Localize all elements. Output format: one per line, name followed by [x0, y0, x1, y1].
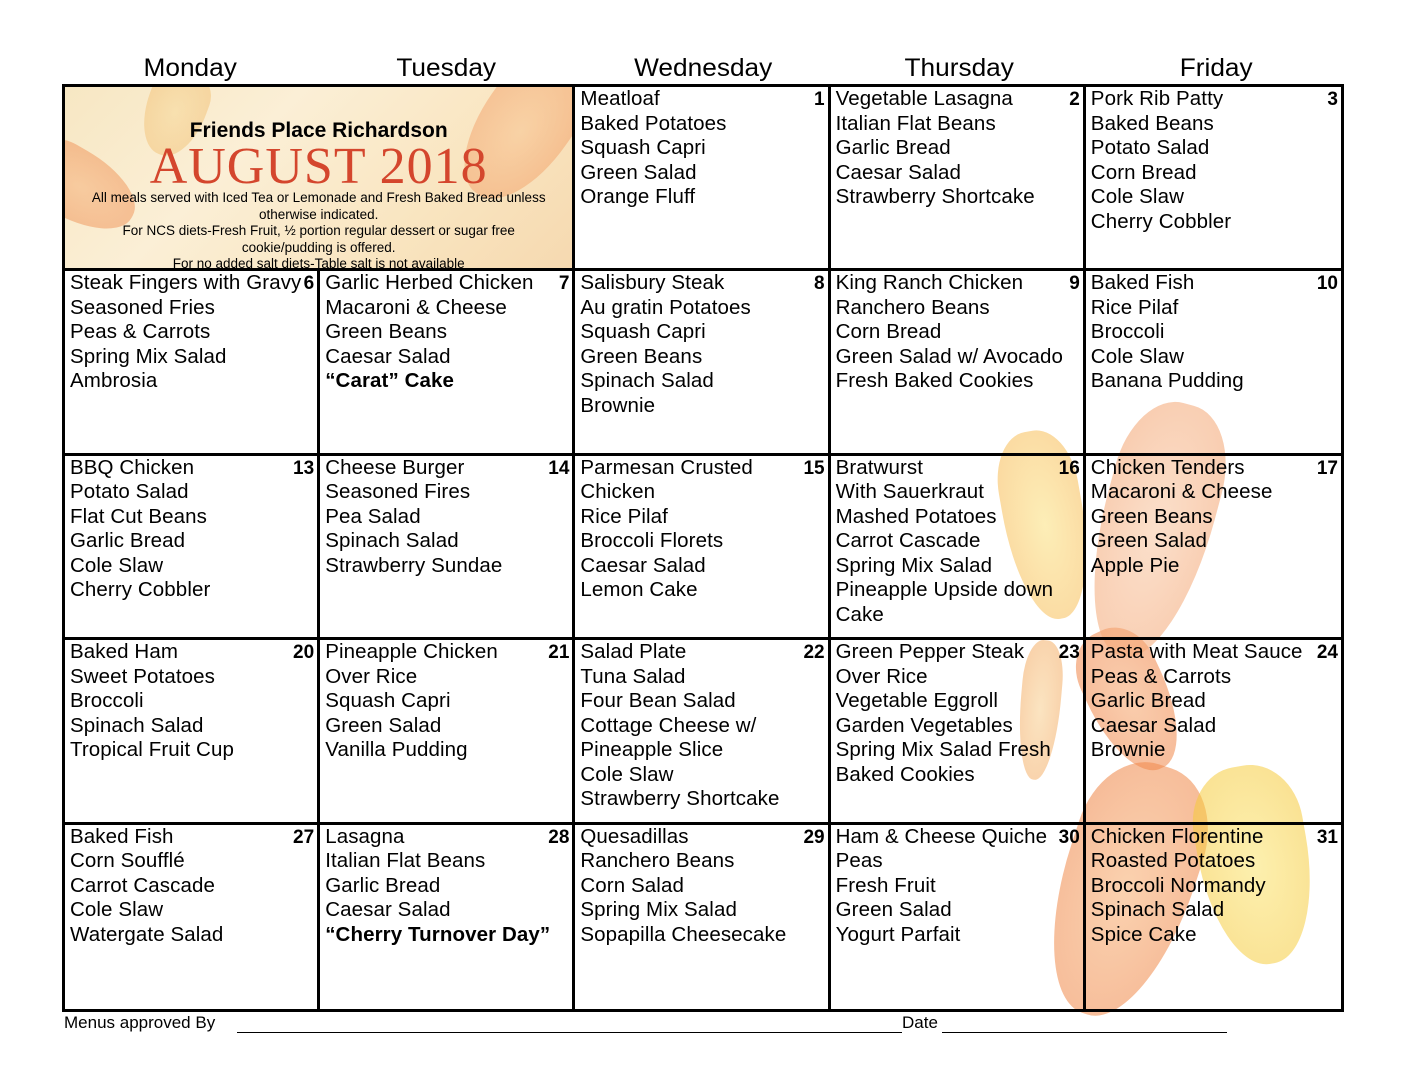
day-cell: [65, 456, 320, 640]
menu-items: [580, 825, 821, 948]
menu-items: [70, 825, 311, 948]
facility-name: Friends Place Richardson: [189, 119, 448, 142]
menu-item: Baked Potatoes: [580, 111, 727, 135]
menu-item: Spinach Salad: [325, 529, 459, 553]
menu-items: [70, 271, 311, 394]
menu-item: Broccoli: [1090, 320, 1165, 344]
day-header-wednesday: Wednesday: [633, 54, 773, 82]
menu-items: [580, 640, 821, 812]
menu-item: Garden Vegetables: [835, 713, 1013, 737]
day-number: 9: [1069, 273, 1080, 295]
menu-items: [836, 456, 1077, 628]
day-number: 2: [1069, 89, 1080, 110]
day-number: 20: [293, 642, 315, 664]
menu-item: Vegetable Lasagna: [835, 87, 1013, 110]
day-number: 17: [1316, 457, 1338, 479]
day-number: 28: [548, 826, 570, 848]
approval-footer: [64, 1013, 1264, 1035]
menu-items: [1091, 825, 1335, 948]
day-number: 15: [803, 457, 825, 479]
day-header-thursday: Thursday: [904, 54, 1015, 82]
menu-item: Garlic Bread: [325, 873, 441, 897]
day-cell: [1086, 87, 1341, 271]
menu-item: Spinach Salad: [70, 713, 204, 737]
menu-items: [1091, 271, 1335, 394]
menu-item: Watergate Salad: [70, 922, 224, 946]
menu-item: Salisbury Steak: [580, 271, 725, 295]
menu-item: Green Salad: [325, 713, 442, 737]
menu-item: Cake: [835, 602, 884, 626]
day-number: 13: [293, 457, 315, 479]
menu-item: Rice Pilaf: [580, 504, 668, 528]
day-cell: [1086, 456, 1341, 640]
menu-item: Peas & Carrots: [70, 320, 211, 344]
menu-item: Garlic Bread: [835, 136, 951, 159]
menu-item: Italian Flat Beans: [835, 111, 996, 135]
day-cell: [1086, 825, 1341, 1009]
day-cell: [320, 640, 575, 824]
menu-item: Vegetable Eggroll: [835, 689, 999, 713]
day-header-monday: Monday: [143, 54, 237, 82]
day-number: 21: [548, 642, 570, 664]
menu-item: Caesar Salad: [325, 344, 451, 368]
menu-item: Au gratin Potatoes: [580, 295, 751, 319]
menu-item: Green Salad: [1090, 529, 1207, 553]
day-cell: [320, 825, 575, 1009]
menu-item: Bratwurst: [835, 455, 924, 479]
menu-item: Seasoned Fries: [70, 295, 215, 319]
menu-item: Squash Capri: [580, 320, 706, 344]
menu-item: Brownie: [580, 393, 656, 417]
day-number: 6: [303, 273, 315, 295]
day-cell: [65, 640, 320, 824]
menu-item: Spinach Salad: [1090, 898, 1225, 922]
menu-item: Peas: [835, 849, 883, 873]
day-number: 27: [293, 826, 315, 848]
menu-items: [325, 825, 566, 948]
day-number: 8: [814, 273, 825, 295]
menu-item: Pasta with Meat Sauce: [1090, 640, 1303, 664]
menu-item: Green Beans: [1090, 504, 1213, 528]
menu-item: Ambrosia: [70, 369, 158, 393]
day-number: 3: [1327, 89, 1338, 110]
menu-item: With Sauerkraut: [835, 480, 985, 504]
menu-items: [1091, 87, 1335, 234]
day-header-tuesday: Tuesday: [396, 54, 497, 82]
meal-note: All meals served with Iced Tea or Lemonade and Fresh Baked Bread unless otherwise indicated.: [91, 190, 546, 222]
menu-item: Cheese Burger: [325, 455, 465, 479]
menu-item: Cole Slaw: [70, 553, 164, 577]
menu-items: [1091, 640, 1335, 763]
menu-item: Squash Capri: [325, 689, 451, 713]
menu-item: Baked Fish: [70, 824, 174, 848]
menu-item: Potato Salad: [70, 480, 189, 504]
menu-items: [836, 271, 1077, 394]
menu-item: Baked Fish: [1090, 271, 1195, 295]
approved-by-label: Menus approved By: [64, 1013, 216, 1032]
menu-item: Corn Salad: [580, 873, 684, 897]
menu-item: Cole Slaw: [1090, 344, 1184, 368]
menu-item: Sweet Potatoes: [70, 664, 215, 688]
menu-items: [70, 640, 311, 763]
meal-note: For NCS diets-Fresh Fruit, ½ portion regular dessert or sugar free cookie/pudding is offered.: [122, 223, 515, 255]
menu-item: Roasted Potatoes: [1090, 849, 1256, 873]
menu-items: [325, 456, 566, 579]
menu-item: Steak Fingers with Gravy: [70, 271, 302, 295]
calendar-month: AUGUST 2018: [149, 138, 488, 195]
day-cell: [575, 456, 830, 640]
day-cell: [65, 271, 320, 455]
menu-item: Macaroni & Cheese: [1090, 480, 1273, 504]
menu-items: [325, 640, 566, 763]
menu-item: Pork Rib Patty: [1090, 87, 1224, 110]
day-cell: [1086, 640, 1341, 824]
menu-items: [1091, 456, 1335, 579]
menu-items: [836, 87, 1077, 210]
menu-item: Caesar Salad: [325, 898, 451, 922]
menu-item: Ham & Cheese Quiche: [835, 824, 1048, 848]
menu-item: Broccoli Normandy: [1090, 873, 1266, 897]
approved-by-line: [237, 1032, 902, 1033]
menu-item: Parmesan Crusted: [580, 455, 753, 479]
date-line: [942, 1032, 1227, 1033]
menu-item: Broccoli Florets: [580, 529, 724, 553]
menu-item: Corn Soufflé: [70, 849, 185, 873]
menu-item: Meatloaf: [580, 87, 660, 110]
day-number: 7: [558, 273, 570, 295]
menu-item: Broccoli: [70, 689, 144, 713]
menu-item: Green Beans: [580, 344, 703, 368]
menu-item: Mashed Potatoes: [835, 504, 997, 528]
menu-item: Brownie: [1090, 738, 1166, 762]
menu-item: Lemon Cake: [580, 578, 698, 602]
menu-item: Garlic Bread: [70, 529, 186, 553]
menu-item: Peas & Carrots: [1090, 664, 1232, 688]
menu-item: Italian Flat Beans: [325, 849, 486, 873]
menu-items: [836, 825, 1077, 948]
menu-item: Cole Slaw: [1090, 185, 1184, 208]
day-cell: [320, 271, 575, 455]
menu-item: Caesar Salad: [580, 553, 706, 577]
menu-item: “Carat” Cake: [325, 369, 455, 393]
menu-item: Green Pepper Steak: [835, 640, 1025, 664]
menu-item: Tropical Fruit Cup: [70, 738, 234, 762]
menu-item: Ranchero Beans: [580, 849, 735, 873]
menu-item: Pea Salad: [325, 504, 421, 528]
menu-item: Cottage Cheese w/: [580, 713, 757, 737]
day-number: 22: [803, 642, 825, 664]
menu-item: Spring Mix Salad: [580, 898, 737, 922]
menu-item: Cherry Cobbler: [70, 578, 211, 602]
menu-item: Lasagna: [325, 824, 405, 848]
menu-item: Strawberry Shortcake: [580, 787, 780, 811]
day-number: 30: [1058, 826, 1080, 848]
menu-item: Macaroni & Cheese: [325, 295, 507, 319]
menu-item: Spring Mix Salad Fresh: [835, 738, 1051, 762]
menu-item: Pineapple Slice: [580, 738, 724, 762]
day-cell: [1086, 271, 1341, 455]
menu-item: Green Salad: [835, 898, 952, 922]
date-label: Date: [902, 1013, 938, 1032]
menu-items: [580, 271, 821, 418]
menu-item: Pineapple Upside down: [835, 578, 1054, 602]
menu-item: Carrot Cascade: [835, 529, 981, 553]
menu-item: Squash Capri: [580, 136, 706, 159]
meal-note: For no added salt diets-Table salt is not available: [172, 256, 465, 271]
menu-item: Banana Pudding: [1090, 369, 1244, 393]
menu-item: “Cherry Turnover Day”: [325, 922, 551, 946]
menu-item: Strawberry Shortcake: [835, 185, 1035, 208]
day-cell: [575, 87, 830, 271]
menu-item: Four Bean Salad: [580, 689, 736, 713]
calendar-grid: [62, 84, 1344, 1012]
menu-item: Garlic Bread: [1090, 689, 1206, 713]
day-cell: [831, 87, 1086, 271]
menu-item: Over Rice: [325, 664, 418, 688]
menu-item: Tuna Salad: [580, 664, 686, 688]
menu-item: Sopapilla Cheesecake: [580, 922, 787, 946]
menu-item: Cole Slaw: [580, 762, 674, 786]
day-number: 23: [1058, 642, 1080, 664]
menu-item: Cole Slaw: [70, 898, 164, 922]
menu-items: [325, 271, 566, 394]
meal-notes: [77, 190, 560, 271]
day-number: 16: [1058, 457, 1080, 479]
menu-item: Caesar Salad: [1090, 713, 1217, 737]
menu-item: Baked Ham: [70, 640, 179, 664]
menu-item: Carrot Cascade: [70, 873, 215, 897]
menu-item: Green Beans: [325, 320, 448, 344]
menu-item: Over Rice: [835, 664, 928, 688]
menu-item: Orange Fluff: [580, 185, 696, 208]
menu-item: Ranchero Beans: [835, 295, 990, 319]
menu-item: Baked Beans: [1090, 111, 1214, 135]
menu-item: Corn Bread: [1090, 160, 1197, 184]
day-cell: [575, 825, 830, 1009]
menu-item: Chicken Florentine: [1090, 824, 1264, 848]
menu-items: [580, 87, 821, 210]
day-number: 31: [1316, 826, 1338, 848]
day-cell: [65, 825, 320, 1009]
menu-items: [836, 640, 1077, 787]
day-cell: [575, 271, 830, 455]
menu-item: Pineapple Chicken: [325, 640, 498, 664]
menu-item: Vanilla Pudding: [325, 738, 468, 762]
day-number: 10: [1316, 273, 1338, 295]
day-cell: [831, 456, 1086, 640]
menu-item: Potato Salad: [1090, 136, 1210, 159]
day-number: 1: [814, 89, 825, 110]
day-cell: [320, 456, 575, 640]
day-number: 29: [803, 826, 825, 848]
menu-item: Cherry Cobbler: [1090, 209, 1232, 233]
day-header-friday: Friday: [1179, 54, 1253, 82]
menu-item: Strawberry Sundae: [325, 553, 503, 577]
menu-item: Corn Bread: [835, 320, 942, 344]
menu-item: King Ranch Chicken: [835, 271, 1024, 295]
menu-item: Salad Plate: [580, 640, 687, 664]
day-cell: [831, 640, 1086, 824]
menu-item: Seasoned Fires: [325, 480, 471, 504]
menu-items: [580, 456, 821, 603]
menu-item: Baked Cookies: [835, 762, 975, 786]
menu-item: Fresh Fruit: [835, 873, 936, 897]
menu-item: Spring Mix Salad: [70, 344, 227, 368]
menu-item: Garlic Herbed Chicken: [325, 271, 534, 295]
menu-item: Fresh Baked Cookies: [835, 369, 1034, 393]
day-number: 24: [1316, 642, 1338, 664]
menu-item: Quesadillas: [580, 824, 689, 848]
day-number: 14: [548, 457, 570, 479]
menu-item: BBQ Chicken: [70, 455, 195, 479]
menu-item: Yogurt Parfait: [835, 922, 961, 946]
menu-item: Flat Cut Beans: [70, 504, 207, 528]
menu-item: Spinach Salad: [580, 369, 714, 393]
menu-item: Chicken Tenders: [1090, 455, 1245, 479]
menu-item: Chicken: [580, 480, 656, 504]
menu-item: Green Salad: [580, 160, 697, 184]
menu-item: Spring Mix Salad: [835, 553, 993, 577]
day-cell: [831, 271, 1086, 455]
calendar-title-panel: [65, 87, 575, 271]
menu-items: [70, 456, 311, 603]
menu-item: Spice Cake: [1090, 922, 1197, 946]
menu-item: Apple Pie: [1090, 553, 1180, 577]
menu-item: Caesar Salad: [835, 160, 962, 184]
day-cell: [831, 825, 1086, 1009]
day-cell: [575, 640, 830, 824]
weekday-header-row: [62, 52, 1344, 84]
menu-item: Green Salad w/ Avocado: [835, 344, 1064, 368]
menu-item: Rice Pilaf: [1090, 295, 1179, 319]
